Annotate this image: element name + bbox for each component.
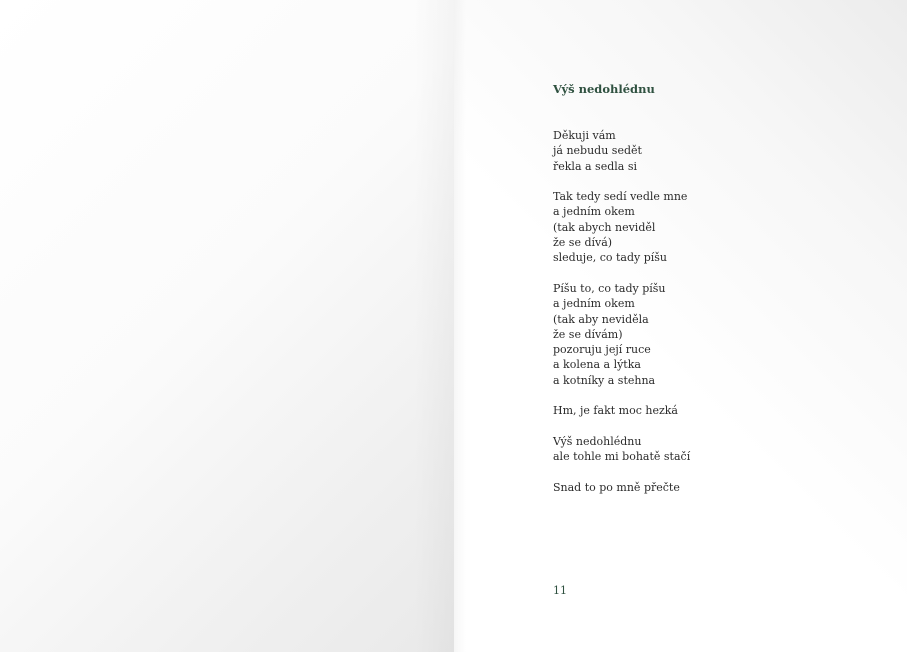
poem-line: že se dívá) [553, 236, 613, 250]
poem-line: Snad to po mně přečte [553, 480, 680, 494]
stanza [553, 480, 690, 495]
poem-line: řekla a sedla si [553, 159, 637, 173]
poem-line: Výš nedohlédnu [553, 434, 642, 448]
poem-line: a jedním okem [553, 205, 635, 219]
stanza [553, 403, 690, 418]
poem-line: ale tohle mi bohatě stačí [553, 450, 691, 464]
right-page [454, 0, 907, 652]
poem-line: a kolena a lýtka [553, 358, 641, 372]
poem-line: Tak tedy sedí vedle mne [553, 190, 688, 204]
poem-line: (tak aby neviděla [553, 312, 649, 326]
stanza [553, 281, 690, 388]
poem-line: a kotníky a stehna [553, 373, 656, 387]
stanza [553, 189, 690, 265]
stanza [553, 434, 690, 465]
poem-title: Výš nedohlédnu [553, 82, 655, 96]
poem-line: Hm, je fakt moc hezká [553, 404, 678, 418]
stanza [553, 128, 690, 174]
poem-body [553, 128, 690, 510]
poem-line: že se dívám) [553, 327, 623, 341]
poem-line: Píšu to, co tady píšu [553, 281, 666, 295]
poem-line: (tak abych neviděl [553, 220, 656, 234]
poem-line: sleduje, co tady píšu [553, 251, 668, 265]
poem-line: pozoruju její ruce [553, 343, 651, 357]
poem-line: já nebudu sedět [553, 144, 642, 158]
poem-line: Děkuji vám [553, 129, 616, 142]
page-number: 11 [553, 584, 567, 597]
poem-line: a jedním okem [553, 297, 635, 311]
